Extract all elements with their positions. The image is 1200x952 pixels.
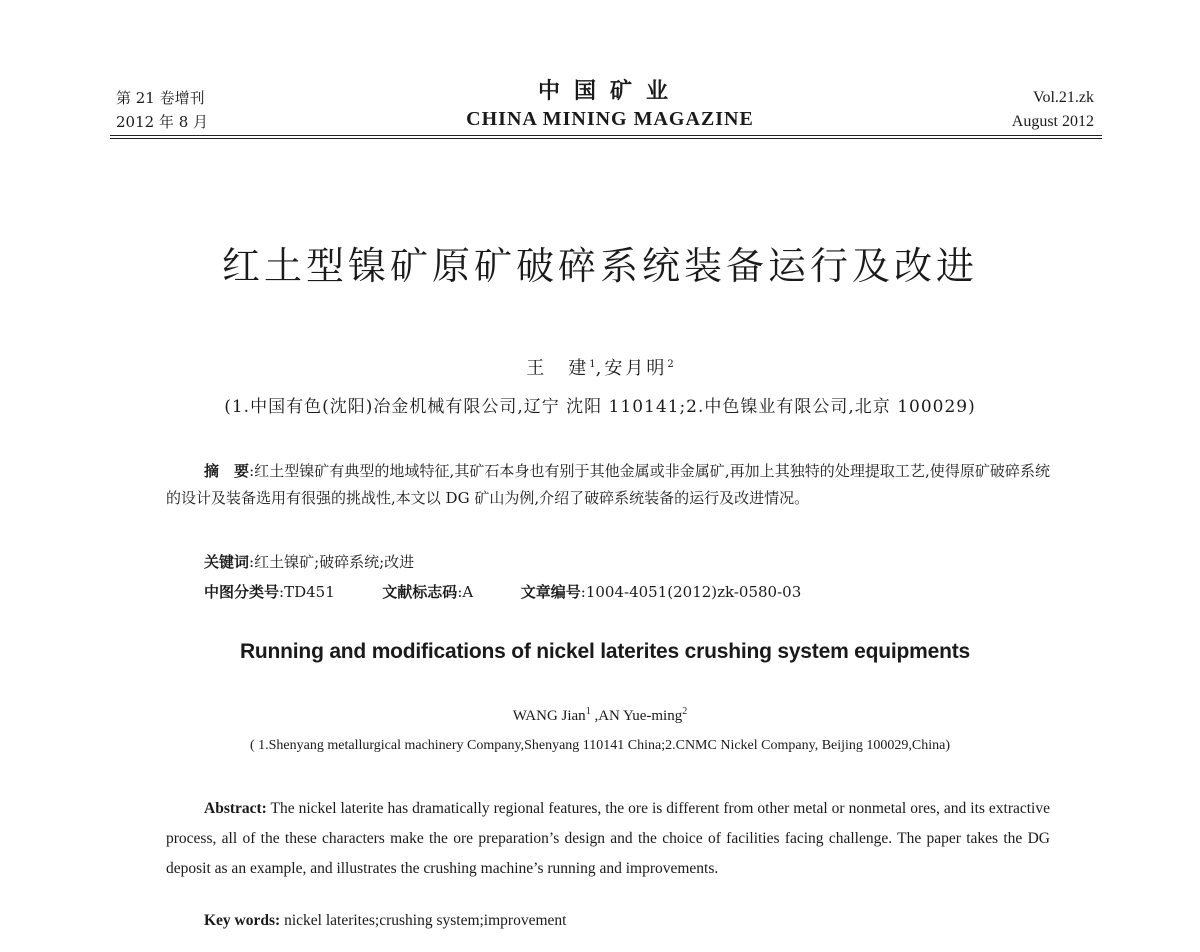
journal-volume-en: [1012, 86, 1094, 134]
keywords-label-en: Key words:: [204, 912, 281, 929]
journal-name: [440, 76, 780, 132]
date-en: August 2012: [1011, 113, 1094, 130]
affiliation-marker: 2: [667, 359, 674, 370]
volume-cn: 第 21 卷增刊: [116, 89, 205, 107]
clc-value: :TD451: [279, 583, 335, 601]
affiliation-cn: (1.中国有色(沈阳)冶金机械有限公司,辽宁 沈阳 110141;2.中色镍业有限公司,北京 100029): [224, 397, 976, 417]
header-rule-bottom: [110, 138, 1102, 139]
affiliation-marker: 1: [589, 359, 596, 370]
author-separator: ,: [595, 358, 605, 379]
doc-code-value: :A: [457, 583, 474, 601]
author-name: AN Yue-ming: [598, 708, 683, 724]
abstract-label-en: Abstract:: [204, 800, 267, 817]
keywords-label-cn: 关键词: [204, 553, 250, 571]
date-cn: 2012 年 8 月: [116, 113, 209, 131]
author-name: 王 建: [526, 358, 590, 379]
paper-title-en: Running and modifications of nickel laterites crushing system equipments: [239, 640, 971, 663]
clc-label: 中图分类号: [204, 583, 280, 601]
article-number-value: :1004-4051(2012)zk-0580-03: [580, 583, 802, 601]
affiliation-marker: 1: [585, 706, 591, 717]
abstract-cn: [166, 458, 1050, 512]
author-name: WANG Jian: [512, 708, 586, 724]
abstract-text-en: The nickel laterite has dramatically regional features, the ore is different from other metal or nonmetal ores, and its extractive process, all of the these characters make the ore preparation’s design and the choice of facilities facing challenge. The paper takes the DG deposit as an example, and illustrates the crushing machine’s running and improvements.: [166, 800, 1050, 877]
author-name: 安月明: [604, 358, 668, 379]
affiliation-en: ( 1.Shenyang metallurgical machinery Company,Shenyang 110141 China;2.CNMC Nickel Company, Beijing 100029,China): [249, 738, 951, 753]
keywords-cn: [204, 551, 414, 572]
header-rule-top: [110, 135, 1102, 136]
authors-en: [0, 706, 1200, 725]
keywords-text-cn: :红土镍矿;破碎系统;改进: [249, 553, 415, 571]
abstract-label-cn: 摘 要: [204, 462, 250, 480]
paper-title-cn: 红土型镍矿原矿破碎系统装备运行及改进: [221, 244, 978, 288]
authors-cn: [0, 354, 1200, 380]
article-number-label: 文章编号: [520, 583, 581, 601]
abstract-text-cn: :红土型镍矿有典型的地域特征,其矿石本身也有别于其他金属或非金属矿,再加上其独特的处理提取工艺,使得原矿破碎系统的设计及装备选用有很强的挑战性,本文以 DG 矿山为例,介绍了破碎系统装备的运行及改进情况。: [166, 462, 1050, 507]
affiliation-marker: 2: [682, 706, 688, 717]
abstract-en: [166, 794, 1050, 884]
author-separator: ,: [590, 708, 599, 724]
classification-info: [204, 581, 801, 602]
journal-name-cn: 中国矿业: [537, 78, 682, 104]
journal-volume-info: [116, 86, 208, 134]
doc-code-label: 文献标志码: [382, 583, 458, 601]
keywords-text-en: nickel laterites;crushing system;improvement: [280, 912, 567, 929]
volume-en: Vol.21.zk: [1032, 89, 1094, 106]
keywords-en: [204, 912, 566, 930]
journal-name-en: CHINA MINING MAGAZINE: [466, 108, 754, 130]
